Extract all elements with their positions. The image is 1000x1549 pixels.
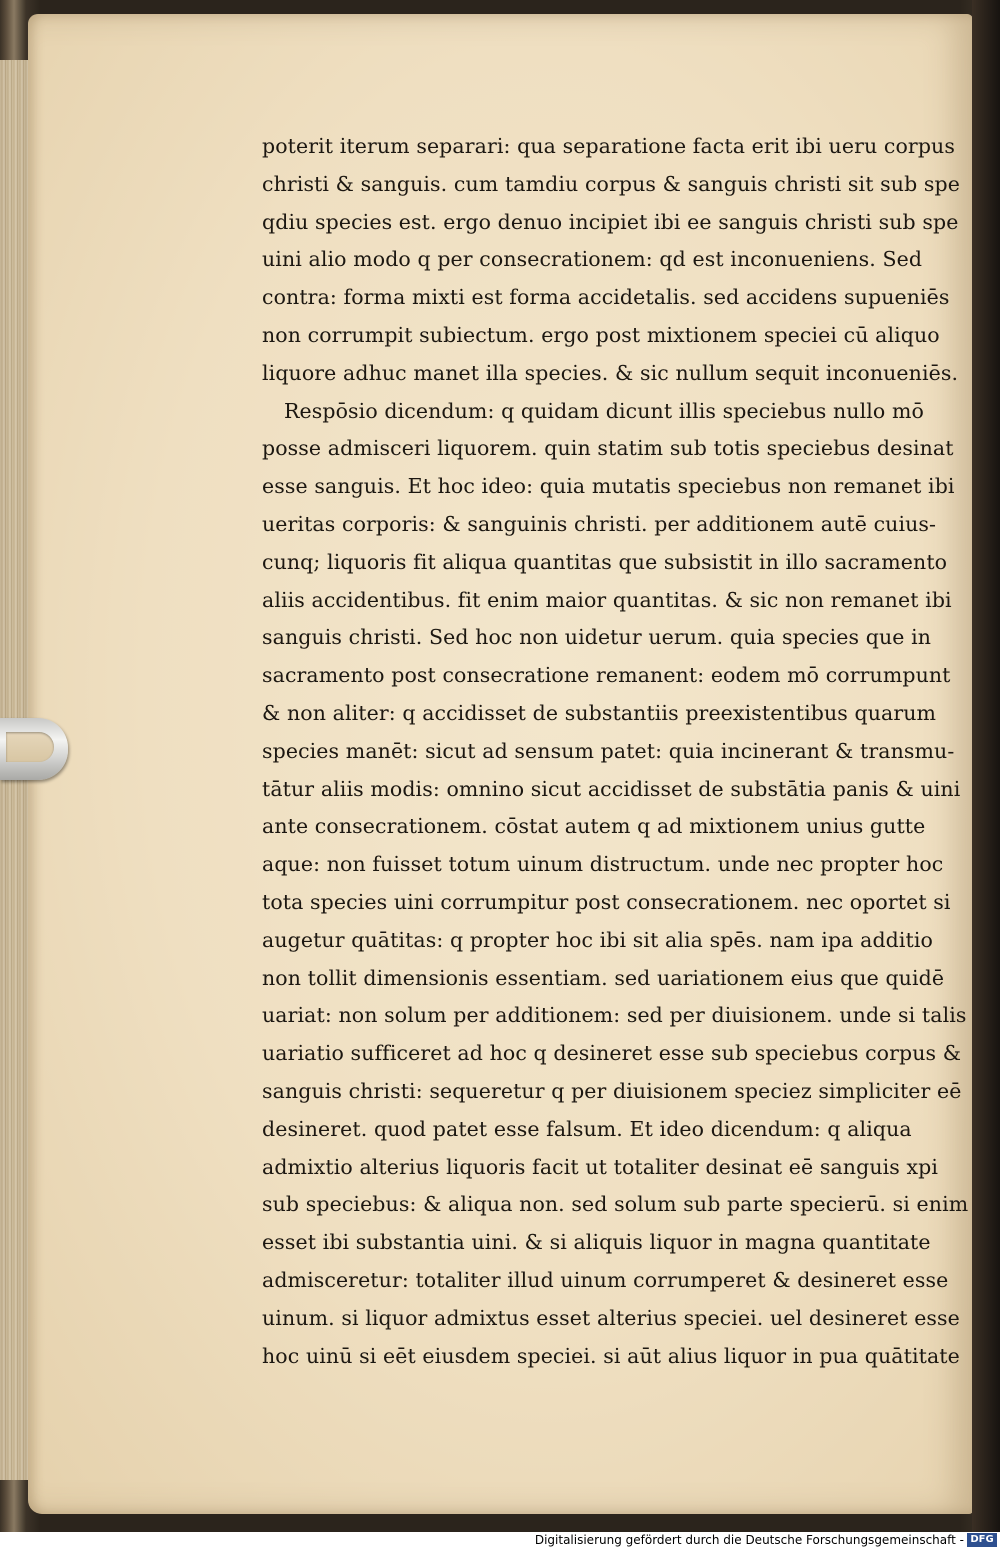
book-cover-edge [972,0,1000,1532]
text-line: sub speciebus: & aliqua non. sed solum sub parte specierū. si enim [262,1192,969,1217]
text-line: sanguis christi. Sed hoc non uidetur uerum. quia species que in [262,625,932,650]
text-line: cunq; liquoris fit aliqua quantitas que subsistit in illo sacramento [262,549,948,574]
text-line: posse admisceri liquorem. quin statim sub totis speciebus desinat [262,436,954,461]
text-line: admixtio alterius liquoris facit ut totaliter desinat eē sanguis xpi [262,1154,939,1179]
text-line: admisceretur: totaliter illud uinum corrumperet & desineret esse [262,1267,949,1292]
text-line: uariatio sufficeret ad hoc q desineret esse sub speciebus corpus & [262,1041,962,1066]
text-line: contra: forma mixti est forma accidetalis. sed accidens supueniēs [262,285,950,310]
text-line: ante consecrationem. cōstat autem q ad mixtionem unius gutte [262,814,926,839]
text-line: aque: non fuisset totum uinum distructum. unde nec propter hoc [262,852,944,877]
text-line: non tollit dimensionis essentiam. sed uariationem eius que quidē [262,965,945,990]
text-line: uariat: non solum per additionem: sed per diuisionem. unde si talis [262,1003,967,1028]
text-line: hoc uinū si eēt eiusdem speciei. si aūt alius liquor in pua quātitate [262,1343,960,1368]
text-line: sacramento post consecratione remanent: eodem mō corrumpunt [262,663,951,688]
text-line: aliis accidentibus. fit enim maior quantitas. & sic non remanet ibi [262,587,952,612]
text-line: uinum. si liquor admixtus esset alterius speciei. uel desineret esse [262,1305,960,1330]
text-column [262,128,969,1375]
dfg-logo: DFG [967,1533,997,1547]
text-line: species manēt: sicut ad sensum patet: quia incinerant & transmu- [262,738,955,763]
text-line: tota species uini corrumpitur post consecrationem. nec oportet si [262,889,951,914]
text-line: Respōsio dicendum: q quidam dicunt illis speciebus nullo mō [284,398,924,423]
text-line: tātur aliis modis: omnino sicut accidisset de substātia panis & uini [262,776,961,801]
text-line: uini alio modo q per consecrationem: qd est inconueniens. Sed [262,247,923,272]
text-line: non corrumpit subiectum. ergo post mixtionem speciei cū aliquo [262,322,940,347]
text-line: sanguis christi: sequeretur q per diuisionem speciez simpliciter eē [262,1078,962,1103]
text-line: & non aliter: q accidisset de substantiis preexistentibus quarum [262,700,937,725]
clip-opening [6,732,54,762]
text-line: esset ibi substantia uini. & si aliquis liquor in magna quantitate [262,1230,931,1255]
text-line: liquore adhuc manet illa species. & sic nullum sequit inconueniēs. [262,360,959,385]
text-line: poterit iterum separari: qua separatione facta erit ibi ueru corpus [262,134,955,158]
funding-credit: Digitalisierung gefördert durch die Deutsche Forschungsgemeinschaft - [534,1533,964,1547]
text-line: qdiu species est. ergo denuo incipiet ibi ee sanguis christi sub spe [262,209,959,234]
text-line: ueritas corporis: & sanguinis christi. per additionem autē cuius- [262,511,937,536]
text-line: christi & sanguis. cum tamdiu corpus & sanguis christi sit sub spe [262,171,961,196]
footer-bar [0,1532,1000,1549]
text-line: augetur quātitas: q propter hoc ibi sit alia spēs. nam ipa additio [262,927,933,952]
text-line: esse sanguis. Et hoc ideo: quia mutatis speciebus non remanet ibi [262,474,955,499]
text-line: desineret. quod patet esse falsum. Et ideo dicendum: q aliqua [262,1116,912,1141]
page-clip [0,718,68,780]
